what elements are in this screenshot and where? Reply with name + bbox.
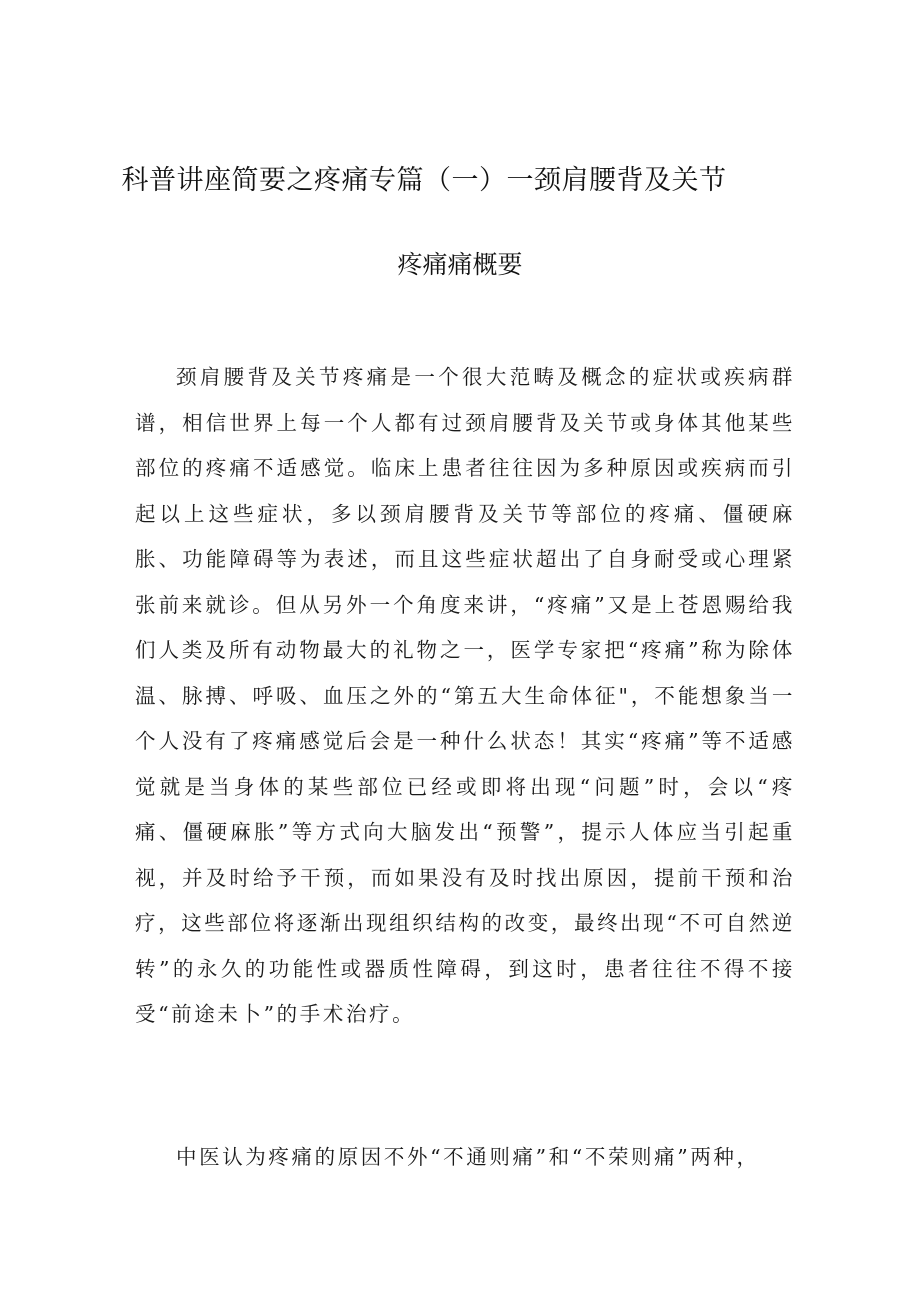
document-title-line-2: 疼痛痛概要 — [397, 250, 523, 279]
body-paragraph-2: 中医认为疼痛的原因不外“不通则痛”和“不荣则痛”两种， — [176, 1145, 760, 1169]
body-paragraph-1: 颈肩腰背及关节疼痛是一个很大范畴及概念的症状或疾病群谱，相信世界上每一个人都有过颈肩腰背及关节或身体其他某些部位的疼痛不适感觉。临床上患者往往因为多种原因或疾病而引起以上这些症状，多以颈肩腰背及关节等部位的疼痛、僵硬麻胀、功能障碍等为表述，而且这些症状超出了自身耐受或心理紧张前来就诊。但从另外一个角度来讲，“疼痛”又是上苍恩赐给我们人类及所有动物最大的礼物之一，医学专家把“疼痛”称为除体温、脉搏、呼吸、血压之外的“第五大生命体征"，不能想象当一个人没有了疼痛感觉后会是一种什么状态！其实“疼痛”等不适感觉就是当身体的某些部位已经或即将出现“问题”时，会以“疼痛、僵硬麻胀”等方式向大脑发出“预警”，提示人体应当引起重视，并及时给予干预，而如果没有及时找出原因，提前干预和治疗，这些部位将逐渐出现组织结构的改变，最终出现“不可自然逆转”的永久的功能性或器质性障碍，到这时，患者往往不得不接受“前途未卜”的手术治疗。 — [135, 365, 795, 1026]
document-title-line-1: 科普讲座简要之疼痛专篇（一）一颈肩腰背及关节 — [121, 165, 727, 196]
